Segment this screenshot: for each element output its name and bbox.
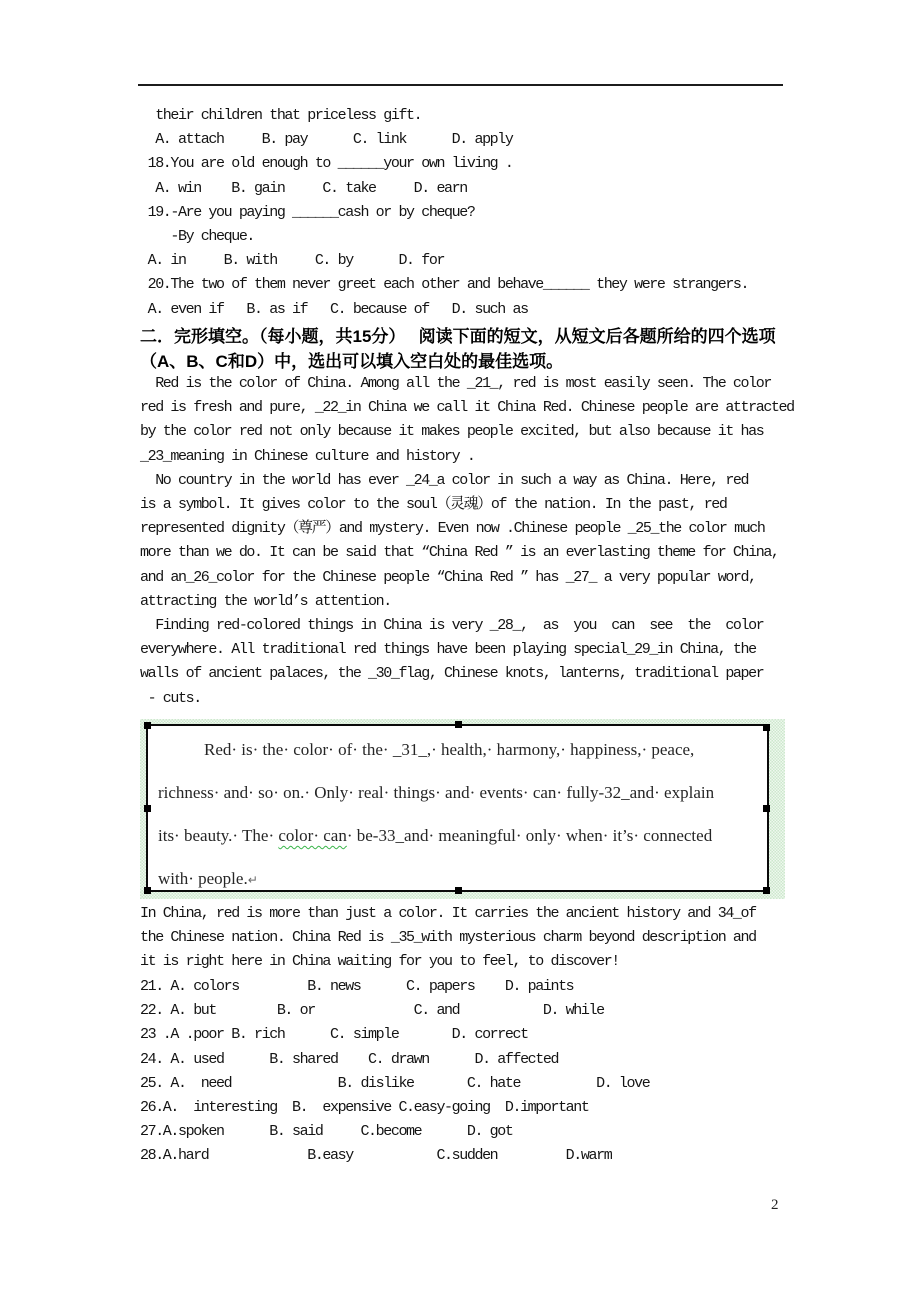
cloze-options-block (140, 975, 800, 1169)
passage-line: by the color red not only because it makes people excited, but also because it has (140, 423, 764, 441)
option-line: 25. A. need B. dislike C. hate D. love (140, 1074, 650, 1092)
header-divider-line (138, 84, 783, 86)
passage-line: the Chinese nation. China Red is _35_with mysterious charm beyond description and (140, 929, 756, 947)
passage-line: red is fresh and pure, _22_in China we call it China Red. Chinese people are attracted (140, 399, 794, 417)
paragraph-return-mark: ↵ (247, 873, 258, 887)
passage-line: represented dignity（尊严）and mystery. Even now .Chinese people _25_the color much (140, 520, 765, 538)
passage-line: _23_meaning in Chinese culture and history . (140, 447, 475, 465)
textbox-content (146, 724, 769, 892)
textbox-handle-bottom-middle[interactable] (455, 887, 462, 894)
textbox-text: · be-33_and· meaningful· only· when· it’s· connected (346, 826, 713, 845)
textbox-handle-bottom-right[interactable] (763, 887, 770, 894)
passage-line: is a symbol. It gives color to the soul（灵魂）of the nation. In the past, red (140, 496, 727, 514)
option-line: 22. A. but B. or C. and D. while (140, 1002, 604, 1020)
cloze-section-header (140, 324, 800, 374)
questions-17-20-block (140, 104, 800, 322)
textbox-line (158, 857, 761, 902)
question-options-line: A. win B. gain C. take D. earn (140, 179, 467, 197)
textbox-text: with· people. (158, 869, 248, 888)
passage-line: Red is the color of China. Among all the _21_, red is most easily seen. The color (140, 375, 771, 392)
textbox-handle-bottom-left[interactable] (144, 887, 151, 894)
question-line: -By cheque. (140, 228, 255, 246)
passage-line: attracting the world’s attention. (140, 592, 391, 610)
passage-line: walls of ancient palaces, the _30_flag, Chinese knots, lanterns, traditional paper (140, 665, 764, 683)
textbox-handle-top-left[interactable] (144, 722, 151, 729)
question-line: 19.-Are you paying ______cash or by cheque? (140, 203, 475, 221)
question-options-line: A. even if B. as if C. because of D. such as (140, 300, 528, 318)
passage-line: No country in the world has ever _24_a color in such a way as China. Here, red (140, 471, 749, 489)
cloze-passage-block (140, 372, 800, 711)
page-number: 2 (771, 1197, 779, 1213)
passage-line: more than we do. It can be said that “China Red ” is an everlasting theme for China, (140, 544, 779, 562)
option-line: 23 .A .poor B. rich C. simple D. correct (140, 1026, 528, 1044)
textbox-line (158, 814, 761, 857)
passage-line: and an_26_color for the Chinese people “China Red ” has _27_ a very popular word, (140, 568, 756, 586)
passage-line: Finding red-colored things in China is very _28_, as you can see the color (140, 617, 764, 635)
textbox-text: its· beauty.· The· (158, 826, 279, 845)
closing-paragraph-block (140, 902, 800, 975)
option-line: 21. A. colors B. news C. papers D. paints (140, 978, 574, 995)
passage-line: everywhere. All traditional red things have been playing special_29_in China, the (140, 641, 756, 659)
question-options-line: A. attach B. pay C. link D. apply (140, 131, 513, 149)
textbox-line: richness· and· so· on.· Only· real· things· and· events· can· fully-32_and· explain (158, 783, 715, 802)
textbox-handle-middle-left[interactable] (144, 805, 151, 812)
section-header-line: 二．完形填空。（每小题，共15分） 阅读下面的短文，从短文后各题所给的四个选项 (140, 327, 776, 346)
textbox-handle-top-middle[interactable] (455, 721, 462, 728)
section-header-line: （A、B、C和D）中，选出可以填入空白处的最佳选项。 (140, 352, 564, 371)
option-line: 28.A.hard B.easy C.sudden D.warm (140, 1147, 612, 1165)
question-line: their children that priceless gift. (140, 107, 422, 124)
textbox-handle-top-right[interactable] (763, 724, 770, 731)
question-line: 20.The two of them never greet each other and behave______ they were strangers. (140, 276, 749, 294)
spellcheck-wavy-text: color· can (278, 826, 347, 845)
passage-line: - cuts. (140, 689, 201, 707)
passage-line: In China, red is more than just a color. It carries the ancient history and 34_of (140, 905, 756, 922)
selected-textbox[interactable] (140, 719, 785, 899)
passage-line: it is right here in China waiting for you to feel, to discover! (140, 953, 619, 971)
option-line: 26.A. interesting B. expensive C.easy-going D.important (140, 1099, 589, 1117)
textbox-line: Red· is· the· color· of· the· _31_,· health,· harmony,· happiness,· peace, (204, 740, 695, 759)
textbox-handle-middle-right[interactable] (763, 805, 770, 812)
option-line: 27.A.spoken B. said C.become D. got (140, 1123, 513, 1141)
question-options-line: A. in B. with C. by D. for (140, 252, 445, 270)
option-line: 24. A. used B. shared C. drawn D. affected (140, 1050, 559, 1068)
question-line: 18.You are old enough to ______your own living . (140, 155, 513, 173)
